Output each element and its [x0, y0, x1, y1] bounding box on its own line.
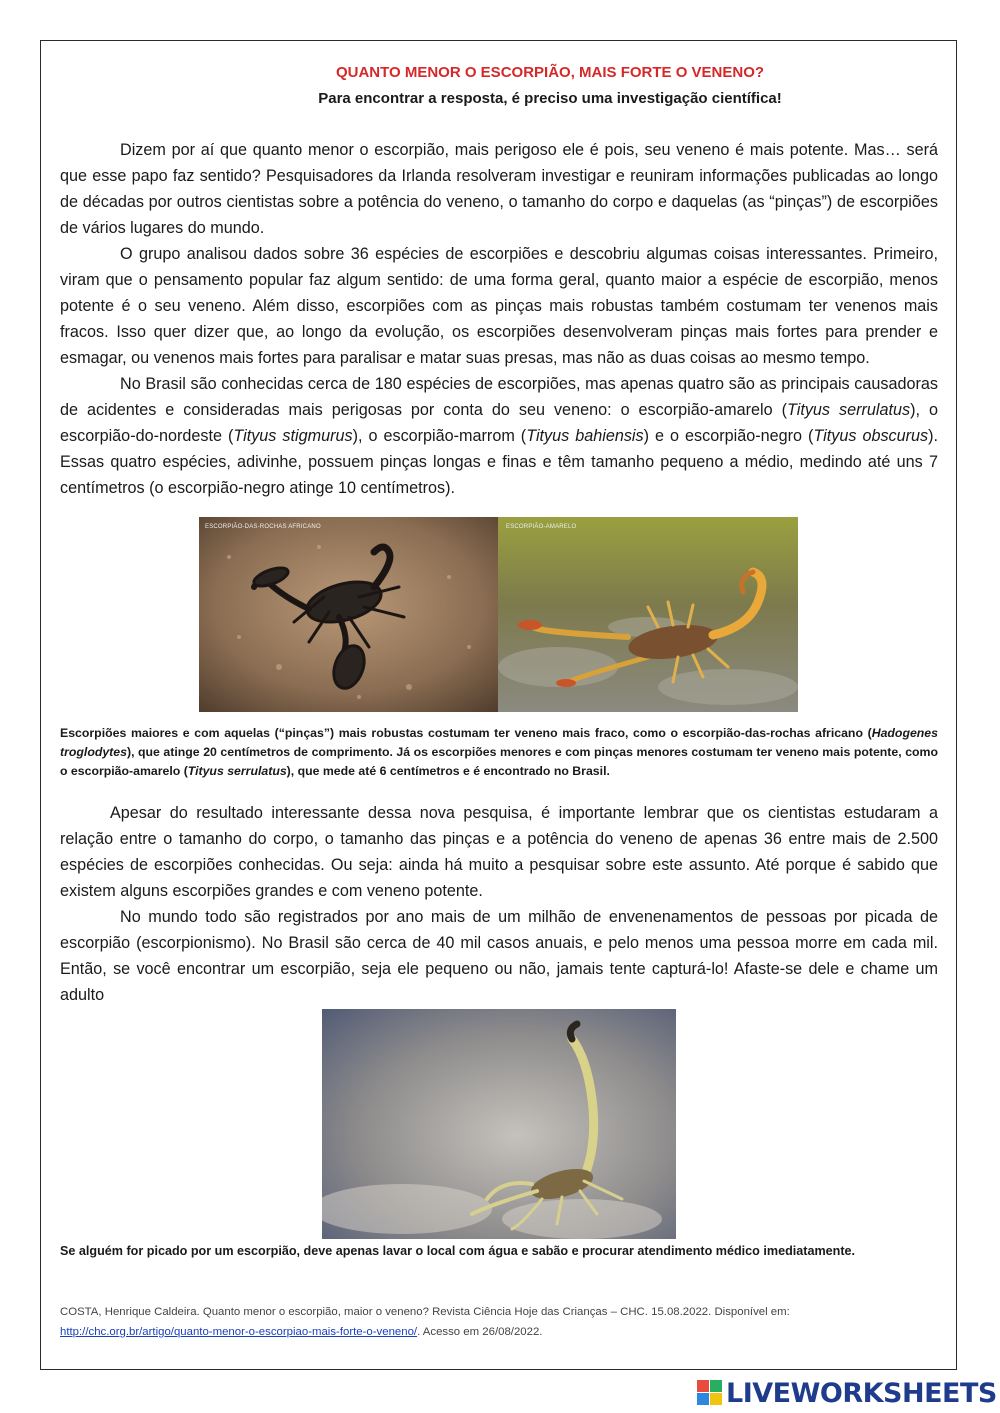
photo-scorpion-tail-raised: [322, 1009, 676, 1239]
photo-yellow-scorpion: [498, 517, 798, 712]
figure1-caption: Escorpiões maiores e com aquelas (“pinças”) mais robustas costumam ter veneno mais fraco, como o escorpião-das-rochas africano (Hadogenes troglodytes), que atinge 20 centímetros de comprimento. Já os escorpiões menores e com pinças menores costumam ter veneno mais potente, como o escorpião-amarelo (Tityus serrulatus), que mede até 6 centímetros e é encontrado no Brasil.: [60, 726, 938, 778]
paragraph-5: No mundo todo são registrados por ano mais de um milhão de envenenamentos de pessoas por picada de escorpião (escorpionismo). No Brasil são cerca de 40 mil casos anuais, e pelo menos uma pessoa morre em cada mil. Então, se você encontrar um escorpião, seja ele pequeno ou não, jamais tente capturá-lo! Afaste-se dele e chame um adulto: [60, 908, 938, 1004]
paragraph-3: No Brasil são conhecidas cerca de 180 espécies de escorpiões, mas apenas quatro são as principais causadoras de acidentes e consideradas mais perigosas por conta do seu veneno: o escorpião-amarelo (Tityus serrulatus), o escorpião-do-nordeste (Tityus stigmurus), o escorpião-marrom (Tityus bahiensis) e o escorpião-negro (Tityus obscurus). Essas quatro espécies, adivinhe, possuem pinças longas e finas e têm tamanho pequeno a médio, medindo até uns 7 centímetros (o escorpião-negro atinge 10 centímetros).: [60, 375, 939, 497]
reference-link[interactable]: http://chc.org.br/artigo/quanto-menor-o-escorpiao-mais-forte-o-veneno/: [60, 1326, 418, 1338]
photo-label-right: ESCORPIÃO-AMARELO: [506, 524, 577, 530]
paragraph-4: Apesar do resultado interessante dessa nova pesquisa, é importante lembrar que os cientistas estudaram a relação entre o tamanho do corpo, o tamanho das pinças e a potência do veneno de apenas 36 entre mais de 2.500 espécies de escorpiões conhecidas. Ou seja: ainda há muito a pesquisar sobre este assunto. Até porque é sabido que existem alguns escorpiões grandes e com veneno potente.: [60, 804, 938, 900]
reference-citation: COSTA, Henrique Caldeira. Quanto menor o escorpião, maior o veneno? Revista Ciência Hoje das Crianças – CHC. 15.08.2022. Disponível em: http://chc.org.br/artigo/quanto-menor-o-escorpiao-mais-forte-o-veneno/. Acesso em 26/08/2022.: [60, 1306, 790, 1338]
article-body-top: [60, 137, 938, 501]
logo-mark-icon: [697, 1380, 723, 1406]
article-subtitle: Para encontrar a resposta, é preciso uma investigação científica!: [318, 90, 782, 107]
paragraph-1: Dizem por aí que quanto menor o escorpião, mais perigoso ele é pois, seu veneno é mais potente. Mas… será que esse papo faz sentido? Pesquisadores da Irlanda resolveram investigar e reuniram informações publicadas ao longo de décadas por outros cientistas sobre a potência do veneno, o tamanho do corpo e daquelas (as “pinças”) de escorpiões de vários lugares do mundo.: [60, 141, 938, 237]
paragraph-2: O grupo analisou dados sobre 36 espécies de escorpiões e descobriu algumas coisas interessantes. Primeiro, viram que o pensamento popular faz algum sentido: de uma forma geral, quanto maior a espécie de escorpião, menos potente é o seu veneno. Além disso, escorpiões com as pinças mais robustas também costumam ter venenos mais fracos. Isso quer dizer que, ao longo da evolução, os escorpiões desenvolveram pinças mais fortes para prender e esmagar, ou venenos mais fortes para paralisar e matar suas presas, mas não as duas coisas ao mesmo tempo.: [60, 245, 938, 367]
logo-text: LIVEWORKSHEETS: [726, 1377, 997, 1409]
photo-african-rock-scorpion: [199, 517, 498, 712]
article-title: QUANTO MENOR O ESCORPIÃO, MAIS FORTE O VENENO?: [335, 64, 765, 81]
liveworksheets-logo[interactable]: [697, 1378, 997, 1408]
photo-label-left: ESCORPIÃO-DAS-ROCHAS AFRICANO: [205, 524, 321, 530]
figure2-caption: Se alguém for picado por um escorpião, deve apenas lavar o local com água e sabão e procurar atendimento médico imediatamente.: [60, 1244, 856, 1258]
article-body-bottom: [60, 800, 938, 1008]
